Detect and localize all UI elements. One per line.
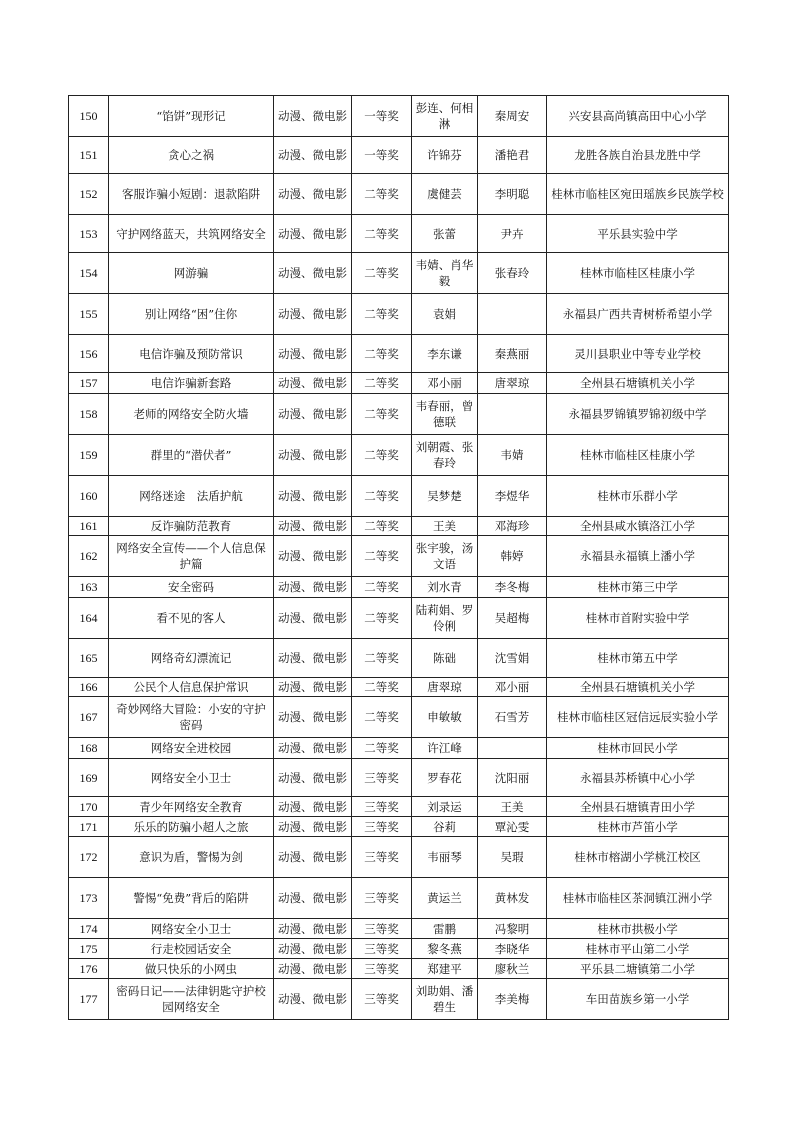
cell-category: 动漫、微电影: [274, 878, 352, 919]
cell-school: 兴安县高尚镇高田中心小学: [547, 96, 729, 137]
cell-title: 奇妙网络大冒险：小安的守护密码: [109, 697, 274, 738]
cell-category: 动漫、微电影: [274, 817, 352, 837]
table-row: [69, 817, 729, 837]
cell-category: 动漫、微电影: [274, 536, 352, 577]
cell-title: 别让网络“困”住你: [109, 294, 274, 335]
table-row: [69, 435, 729, 476]
cell-title: 电信诈骗及预防常识: [109, 335, 274, 373]
cell-award: 二等奖: [352, 738, 412, 759]
cell-no: 163: [69, 577, 109, 598]
cell-author: 郑建平: [412, 959, 478, 979]
cell-advisor: 李美梅: [478, 979, 547, 1020]
cell-award: 二等奖: [352, 577, 412, 598]
cell-category: 动漫、微电影: [274, 96, 352, 137]
cell-school: 平乐县二塘镇第二小学: [547, 959, 729, 979]
cell-category: 动漫、微电影: [274, 174, 352, 215]
cell-category: 动漫、微电影: [274, 738, 352, 759]
table-row: [69, 639, 729, 678]
cell-no: 150: [69, 96, 109, 137]
cell-advisor: [478, 394, 547, 435]
cell-title: 客服诈骗小短剧：退款陷阱: [109, 174, 274, 215]
cell-award: 二等奖: [352, 678, 412, 697]
cell-category: 动漫、微电影: [274, 373, 352, 394]
cell-title: 群里的“潜伏者”: [109, 435, 274, 476]
cell-title: 网络迷途 法盾护航: [109, 476, 274, 517]
cell-title: 警惕“免费”背后的陷阱: [109, 878, 274, 919]
cell-award: 一等奖: [352, 137, 412, 174]
cell-school: 桂林市临桂区桂康小学: [547, 435, 729, 476]
cell-award: 三等奖: [352, 837, 412, 878]
cell-no: 165: [69, 639, 109, 678]
cell-category: 动漫、微电影: [274, 577, 352, 598]
cell-advisor: 韦婧: [478, 435, 547, 476]
cell-school: 龙胜各族自治县龙胜中学: [547, 137, 729, 174]
cell-author: 吴梦楚: [412, 476, 478, 517]
cell-advisor: [478, 738, 547, 759]
cell-category: 动漫、微电影: [274, 294, 352, 335]
table-row: [69, 759, 729, 797]
cell-no: 177: [69, 979, 109, 1020]
cell-advisor: 李冬梅: [478, 577, 547, 598]
cell-category: 动漫、微电影: [274, 919, 352, 939]
cell-no: 167: [69, 697, 109, 738]
cell-advisor: 尹卉: [478, 215, 547, 253]
cell-award: 二等奖: [352, 215, 412, 253]
table-row: [69, 678, 729, 697]
cell-category: 动漫、微电影: [274, 759, 352, 797]
cell-no: 151: [69, 137, 109, 174]
cell-author: 韦婧、肖华毅: [412, 253, 478, 294]
cell-award: 三等奖: [352, 959, 412, 979]
cell-no: 173: [69, 878, 109, 919]
cell-school: 永福县广西共青树桥希望小学: [547, 294, 729, 335]
cell-title: 公民个人信息保护常识: [109, 678, 274, 697]
cell-advisor: 秦周安: [478, 96, 547, 137]
cell-school: 平乐县实验中学: [547, 215, 729, 253]
cell-author: 陈础: [412, 639, 478, 678]
cell-advisor: 韩婷: [478, 536, 547, 577]
cell-category: 动漫、微电影: [274, 517, 352, 536]
cell-author: 李东谦: [412, 335, 478, 373]
cell-category: 动漫、微电影: [274, 697, 352, 738]
cell-school: 灵川县职业中等专业学校: [547, 335, 729, 373]
cell-title: 看不见的客人: [109, 598, 274, 639]
cell-no: 169: [69, 759, 109, 797]
cell-author: 邓小丽: [412, 373, 478, 394]
cell-award: 二等奖: [352, 536, 412, 577]
cell-no: 161: [69, 517, 109, 536]
table-row: [69, 919, 729, 939]
cell-category: 动漫、微电影: [274, 837, 352, 878]
cell-title: “馅饼”现形记: [109, 96, 274, 137]
cell-school: 桂林市第三中学: [547, 577, 729, 598]
cell-title: 老师的网络安全防火墙: [109, 394, 274, 435]
cell-school: 桂林市乐群小学: [547, 476, 729, 517]
cell-school: 车田苗族乡第一小学: [547, 979, 729, 1020]
cell-category: 动漫、微电影: [274, 959, 352, 979]
cell-category: 动漫、微电影: [274, 979, 352, 1020]
cell-title: 网络奇幻漂流记: [109, 639, 274, 678]
cell-author: 张宇骏，汤文语: [412, 536, 478, 577]
cell-advisor: 邓海珍: [478, 517, 547, 536]
cell-award: 二等奖: [352, 435, 412, 476]
cell-category: 动漫、微电影: [274, 253, 352, 294]
cell-award: 三等奖: [352, 797, 412, 817]
cell-school: 永福县罗锦镇罗锦初级中学: [547, 394, 729, 435]
cell-category: 动漫、微电影: [274, 797, 352, 817]
cell-school: 桂林市回民小学: [547, 738, 729, 759]
cell-school: 永福县苏桥镇中心小学: [547, 759, 729, 797]
table-row: [69, 536, 729, 577]
cell-title: 网络安全进校园: [109, 738, 274, 759]
cell-award: 二等奖: [352, 639, 412, 678]
cell-advisor: 石雪芳: [478, 697, 547, 738]
cell-category: 动漫、微电影: [274, 394, 352, 435]
cell-award: 三等奖: [352, 759, 412, 797]
cell-advisor: 邓小丽: [478, 678, 547, 697]
cell-no: 168: [69, 738, 109, 759]
cell-category: 动漫、微电影: [274, 678, 352, 697]
cell-school: 桂林市拱极小学: [547, 919, 729, 939]
table-row: [69, 335, 729, 373]
table-row: [69, 797, 729, 817]
cell-author: 唐翠琼: [412, 678, 478, 697]
table-row: [69, 174, 729, 215]
cell-title: 网络安全小卫士: [109, 919, 274, 939]
cell-award: 三等奖: [352, 878, 412, 919]
table-row: [69, 215, 729, 253]
cell-advisor: 冯黎明: [478, 919, 547, 939]
cell-no: 176: [69, 959, 109, 979]
table-row: [69, 939, 729, 959]
cell-school: 桂林市临桂区桂康小学: [547, 253, 729, 294]
cell-school: 桂林市榕湖小学桃江校区: [547, 837, 729, 878]
cell-school: 桂林市临桂区冠信远辰实验小学: [547, 697, 729, 738]
cell-advisor: 张春玲: [478, 253, 547, 294]
cell-no: 170: [69, 797, 109, 817]
cell-title: 守护网络蓝天，共筑网络安全: [109, 215, 274, 253]
cell-advisor: 覃沁雯: [478, 817, 547, 837]
table-row: [69, 959, 729, 979]
cell-author: 刘助娟、潘碧生: [412, 979, 478, 1020]
cell-title: 电信诈骗新套路: [109, 373, 274, 394]
cell-author: 申敏敏: [412, 697, 478, 738]
cell-advisor: 李煜华: [478, 476, 547, 517]
cell-school: 桂林市临桂区宛田瑶族乡民族学校: [547, 174, 729, 215]
cell-award: 二等奖: [352, 697, 412, 738]
cell-author: 韦丽琴: [412, 837, 478, 878]
cell-advisor: 吴瑕: [478, 837, 547, 878]
cell-award: 三等奖: [352, 919, 412, 939]
cell-award: 三等奖: [352, 939, 412, 959]
cell-advisor: 吴超梅: [478, 598, 547, 639]
cell-author: 刘水青: [412, 577, 478, 598]
cell-award: 二等奖: [352, 294, 412, 335]
cell-category: 动漫、微电影: [274, 939, 352, 959]
cell-title: 密码日记——法律钥匙守护校园网络安全: [109, 979, 274, 1020]
cell-award: 二等奖: [352, 335, 412, 373]
table-row: [69, 577, 729, 598]
cell-category: 动漫、微电影: [274, 476, 352, 517]
cell-no: 160: [69, 476, 109, 517]
table-row: [69, 837, 729, 878]
cell-award: 二等奖: [352, 517, 412, 536]
table-row: [69, 294, 729, 335]
cell-no: 152: [69, 174, 109, 215]
table-row: [69, 394, 729, 435]
cell-advisor: 廖秋兰: [478, 959, 547, 979]
cell-award: 二等奖: [352, 253, 412, 294]
cell-award: 三等奖: [352, 817, 412, 837]
cell-advisor: 王美: [478, 797, 547, 817]
table-row: [69, 738, 729, 759]
cell-no: 159: [69, 435, 109, 476]
table-row: [69, 878, 729, 919]
table-row: [69, 253, 729, 294]
table-row: [69, 373, 729, 394]
cell-award: 二等奖: [352, 598, 412, 639]
table-row: [69, 979, 729, 1020]
cell-author: 张蕾: [412, 215, 478, 253]
cell-no: 157: [69, 373, 109, 394]
cell-author: 雷鹏: [412, 919, 478, 939]
cell-author: 许江峰: [412, 738, 478, 759]
cell-advisor: 沈雪娟: [478, 639, 547, 678]
cell-no: 175: [69, 939, 109, 959]
table-row: [69, 96, 729, 137]
table-row: [69, 697, 729, 738]
cell-advisor: [478, 294, 547, 335]
cell-no: 174: [69, 919, 109, 939]
cell-no: 158: [69, 394, 109, 435]
cell-title: 安全密码: [109, 577, 274, 598]
cell-no: 155: [69, 294, 109, 335]
cell-no: 172: [69, 837, 109, 878]
cell-advisor: 潘艳君: [478, 137, 547, 174]
cell-school: 桂林市首附实验中学: [547, 598, 729, 639]
cell-school: 全州县石塘镇机关小学: [547, 678, 729, 697]
cell-title: 反诈骗防范教育: [109, 517, 274, 536]
cell-no: 156: [69, 335, 109, 373]
cell-author: 罗春花: [412, 759, 478, 797]
cell-advisor: 李晓华: [478, 939, 547, 959]
cell-school: 全州县咸水镇洛江小学: [547, 517, 729, 536]
cell-title: 网游骗: [109, 253, 274, 294]
cell-award: 三等奖: [352, 979, 412, 1020]
cell-award: 二等奖: [352, 174, 412, 215]
cell-school: 桂林市临桂区茶洞镇江洲小学: [547, 878, 729, 919]
cell-author: 虞健芸: [412, 174, 478, 215]
cell-category: 动漫、微电影: [274, 639, 352, 678]
cell-category: 动漫、微电影: [274, 215, 352, 253]
cell-author: 谷莉: [412, 817, 478, 837]
cell-school: 全州县石塘镇青田小学: [547, 797, 729, 817]
cell-no: 171: [69, 817, 109, 837]
cell-school: 桂林市芦笛小学: [547, 817, 729, 837]
cell-author: 黄运兰: [412, 878, 478, 919]
cell-advisor: 李明聪: [478, 174, 547, 215]
cell-category: 动漫、微电影: [274, 137, 352, 174]
cell-category: 动漫、微电影: [274, 435, 352, 476]
cell-author: 彭连、何相淋: [412, 96, 478, 137]
cell-author: 陆莉娟、罗伶俐: [412, 598, 478, 639]
cell-author: 刘朝霞、张春玲: [412, 435, 478, 476]
cell-advisor: 黄林发: [478, 878, 547, 919]
cell-author: 许锦芬: [412, 137, 478, 174]
cell-no: 164: [69, 598, 109, 639]
cell-school: 全州县石塘镇机关小学: [547, 373, 729, 394]
cell-award: 一等奖: [352, 96, 412, 137]
cell-author: 袁娟: [412, 294, 478, 335]
cell-award: 二等奖: [352, 476, 412, 517]
cell-author: 黎冬燕: [412, 939, 478, 959]
cell-title: 意识为盾，警惕为剑: [109, 837, 274, 878]
cell-award: 二等奖: [352, 394, 412, 435]
cell-title: 网络安全小卫士: [109, 759, 274, 797]
cell-title: 做只快乐的小网虫: [109, 959, 274, 979]
table-row: [69, 517, 729, 536]
cell-school: 桂林市平山第二小学: [547, 939, 729, 959]
table-row: [69, 598, 729, 639]
cell-title: 网络安全宣传——个人信息保护篇: [109, 536, 274, 577]
cell-no: 166: [69, 678, 109, 697]
cell-school: 桂林市第五中学: [547, 639, 729, 678]
cell-no: 153: [69, 215, 109, 253]
cell-no: 162: [69, 536, 109, 577]
cell-author: 王美: [412, 517, 478, 536]
cell-no: 154: [69, 253, 109, 294]
cell-advisor: 唐翠琼: [478, 373, 547, 394]
table-row: [69, 476, 729, 517]
cell-school: 永福县永福镇上潘小学: [547, 536, 729, 577]
cell-author: 刘录运: [412, 797, 478, 817]
cell-title: 青少年网络安全教育: [109, 797, 274, 817]
cell-advisor: 沈阳丽: [478, 759, 547, 797]
cell-title: 行走校园话安全: [109, 939, 274, 959]
table-row: [69, 137, 729, 174]
award-table: [68, 95, 729, 1020]
cell-title: 乐乐的防骗小超人之旅: [109, 817, 274, 837]
cell-author: 韦春丽，曾德联: [412, 394, 478, 435]
cell-category: 动漫、微电影: [274, 335, 352, 373]
cell-award: 二等奖: [352, 373, 412, 394]
cell-title: 贪心之祸: [109, 137, 274, 174]
cell-advisor: 秦燕丽: [478, 335, 547, 373]
cell-category: 动漫、微电影: [274, 598, 352, 639]
